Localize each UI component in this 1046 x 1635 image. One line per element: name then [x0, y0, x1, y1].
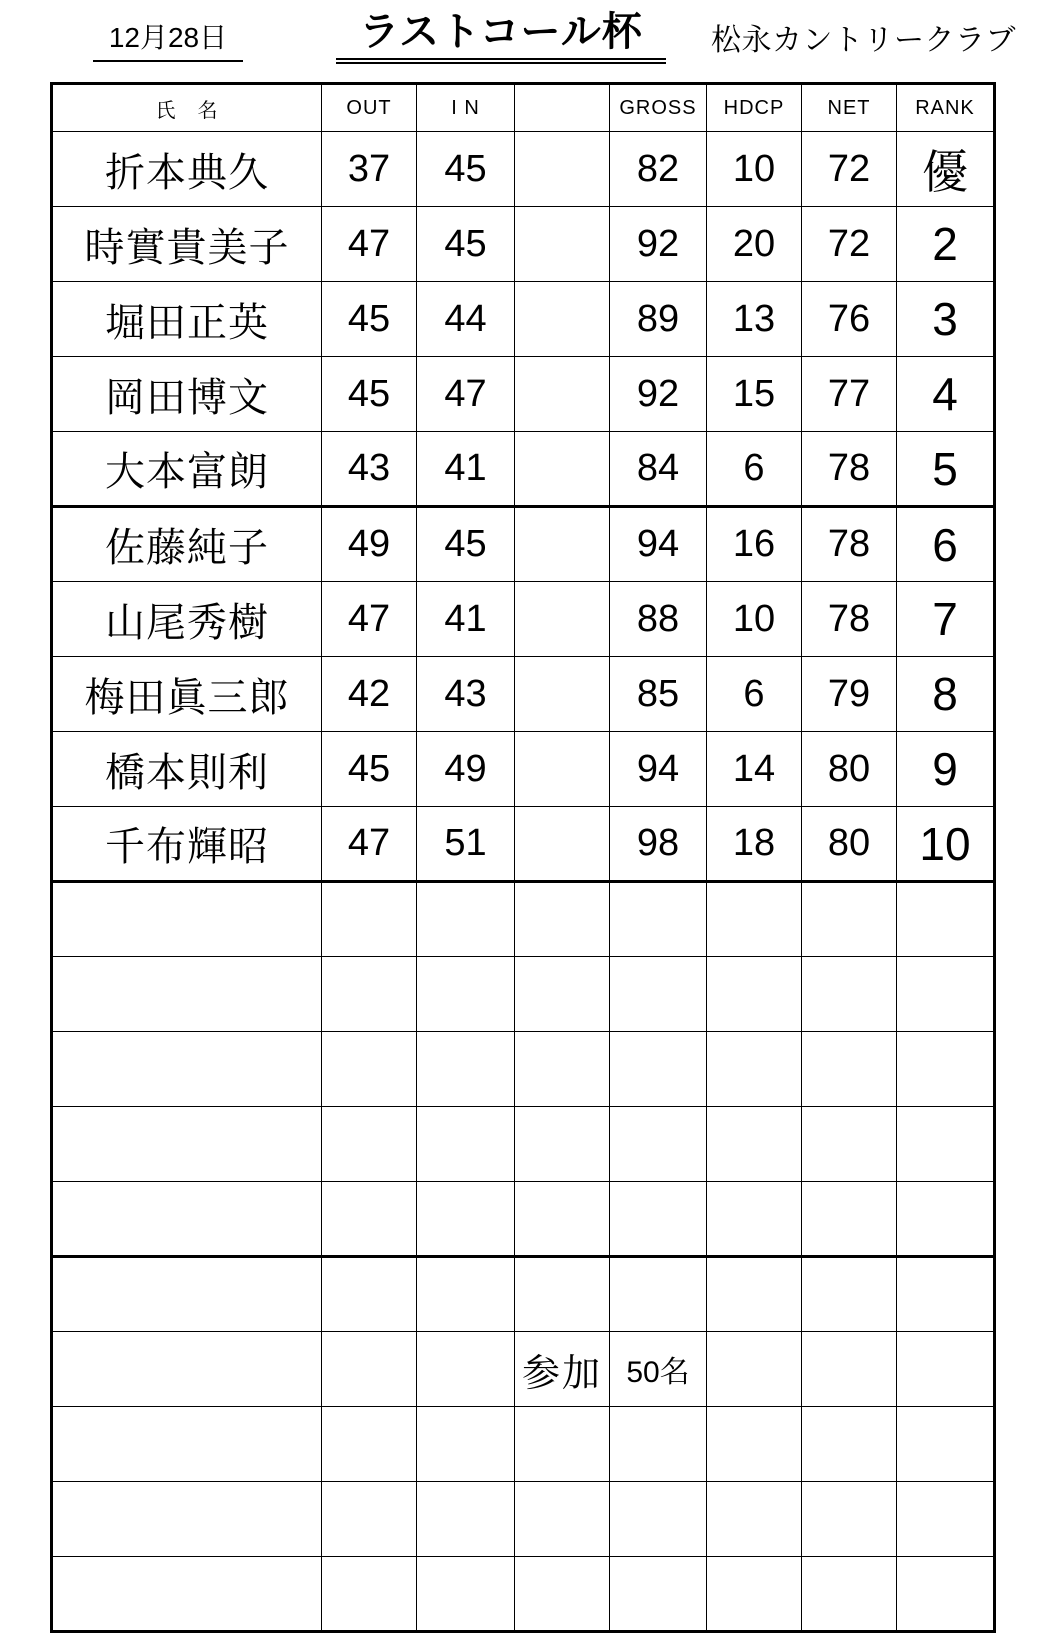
- table-cell: [322, 882, 417, 957]
- table-cell: [610, 1257, 707, 1332]
- table-cell: [897, 1332, 995, 1407]
- empty-row: [52, 1032, 995, 1107]
- table-row: [52, 582, 995, 657]
- net-score: 79: [802, 657, 897, 732]
- rank-value: 優: [897, 132, 995, 207]
- blank-cell: [515, 657, 610, 732]
- table-cell: [707, 1407, 802, 1482]
- out-score: 45: [322, 732, 417, 807]
- gross-score: 92: [610, 357, 707, 432]
- table-cell: [52, 1032, 322, 1107]
- table-cell: [52, 957, 322, 1032]
- player-name: 折本典久: [52, 132, 322, 207]
- table-cell: [707, 1332, 802, 1407]
- table-cell: [802, 1332, 897, 1407]
- table-cell: [610, 882, 707, 957]
- blank-cell: [515, 807, 610, 882]
- hdcp-value: 14: [707, 732, 802, 807]
- rank-value: 3: [897, 282, 995, 357]
- table-cell: [322, 1032, 417, 1107]
- in-score: 47: [417, 357, 515, 432]
- table-cell: [417, 1332, 515, 1407]
- club-name: 松永カントリークラブ: [711, 24, 1016, 57]
- table-cell: [417, 1032, 515, 1107]
- hdcp-value: 16: [707, 507, 802, 582]
- participation-count: 50名: [610, 1332, 707, 1407]
- header-cell-rank: RANK: [897, 84, 995, 132]
- table-cell: [322, 1407, 417, 1482]
- player-name: 岡田博文: [52, 357, 322, 432]
- table-cell: [897, 1257, 995, 1332]
- hdcp-value: 6: [707, 432, 802, 507]
- table-cell: [417, 1257, 515, 1332]
- out-score: 37: [322, 132, 417, 207]
- blank-cell: [515, 132, 610, 207]
- table-cell: [802, 1182, 897, 1257]
- rank-value: 4: [897, 357, 995, 432]
- hdcp-value: 18: [707, 807, 802, 882]
- table-cell: [322, 1482, 417, 1557]
- table-cell: [515, 957, 610, 1032]
- player-name: 堀田正英: [52, 282, 322, 357]
- table-cell: [897, 882, 995, 957]
- out-score: 42: [322, 657, 417, 732]
- table-cell: [897, 1107, 995, 1182]
- table-row: [52, 807, 995, 882]
- table-cell: [52, 1482, 322, 1557]
- table-cell: [515, 1557, 610, 1632]
- table-cell: [802, 882, 897, 957]
- table-cell: [515, 1032, 610, 1107]
- table-cell: [515, 1182, 610, 1257]
- player-name: 時實貴美子: [52, 207, 322, 282]
- table-cell: [322, 1182, 417, 1257]
- header-cell-hdcp: HDCP: [707, 84, 802, 132]
- table-cell: [52, 1257, 322, 1332]
- net-score: 72: [802, 207, 897, 282]
- table-row: [52, 732, 995, 807]
- table-row: [52, 432, 995, 507]
- table-cell: [515, 1407, 610, 1482]
- out-score: 47: [322, 807, 417, 882]
- blank-cell: [515, 732, 610, 807]
- table-cell: [707, 1257, 802, 1332]
- in-score: 45: [417, 207, 515, 282]
- table-cell: [707, 1032, 802, 1107]
- empty-row: [52, 1407, 995, 1482]
- table-row: [52, 357, 995, 432]
- table-cell: [802, 1032, 897, 1107]
- table-cell: [897, 1482, 995, 1557]
- table-cell: [897, 1557, 995, 1632]
- gross-score: 94: [610, 732, 707, 807]
- hdcp-value: 6: [707, 657, 802, 732]
- empty-row: [52, 1257, 995, 1332]
- table-cell: [417, 882, 515, 957]
- table-cell: [897, 1032, 995, 1107]
- empty-row: [52, 1182, 995, 1257]
- table-cell: [802, 1107, 897, 1182]
- gross-score: 88: [610, 582, 707, 657]
- header-cell-in: I N: [417, 84, 515, 132]
- results-table: [50, 82, 996, 1633]
- table-cell: [417, 1107, 515, 1182]
- rank-value: 9: [897, 732, 995, 807]
- rank-value: 7: [897, 582, 995, 657]
- participation-row: [52, 1332, 995, 1407]
- table-cell: [610, 1482, 707, 1557]
- net-score: 78: [802, 582, 897, 657]
- player-name: 橋本則利: [52, 732, 322, 807]
- table-cell: [417, 957, 515, 1032]
- table-cell: [610, 1407, 707, 1482]
- table-cell: [515, 1107, 610, 1182]
- in-score: 44: [417, 282, 515, 357]
- player-name: 山尾秀樹: [52, 582, 322, 657]
- in-score: 41: [417, 432, 515, 507]
- table-row: [52, 507, 995, 582]
- gross-score: 89: [610, 282, 707, 357]
- net-score: 76: [802, 282, 897, 357]
- table-cell: [417, 1182, 515, 1257]
- header-cell-blank: [515, 84, 610, 132]
- in-score: 43: [417, 657, 515, 732]
- table-cell: [417, 1482, 515, 1557]
- table-cell: [802, 1482, 897, 1557]
- in-score: 51: [417, 807, 515, 882]
- blank-cell: [515, 582, 610, 657]
- player-name: 大本富朗: [52, 432, 322, 507]
- tournament-title: ラストコール杯: [336, 8, 666, 60]
- rank-value: 2: [897, 207, 995, 282]
- gross-score: 98: [610, 807, 707, 882]
- table-cell: [707, 1107, 802, 1182]
- table-row: [52, 207, 995, 282]
- table-cell: [322, 1257, 417, 1332]
- table-cell: [52, 1407, 322, 1482]
- table-cell: [322, 1107, 417, 1182]
- rank-value: 5: [897, 432, 995, 507]
- table-cell: [417, 1557, 515, 1632]
- gross-score: 94: [610, 507, 707, 582]
- header-row: [52, 84, 995, 132]
- empty-row: [52, 1482, 995, 1557]
- net-score: 72: [802, 132, 897, 207]
- table-row: [52, 132, 995, 207]
- table-cell: [322, 957, 417, 1032]
- out-score: 47: [322, 582, 417, 657]
- table-cell: [707, 882, 802, 957]
- table-cell: [52, 1557, 322, 1632]
- out-score: 43: [322, 432, 417, 507]
- table-cell: [322, 1557, 417, 1632]
- header-cell-net: NET: [802, 84, 897, 132]
- table-cell: [515, 882, 610, 957]
- net-score: 78: [802, 432, 897, 507]
- empty-row: [52, 1557, 995, 1632]
- table-cell: [707, 1182, 802, 1257]
- rank-value: 8: [897, 657, 995, 732]
- table-cell: [515, 1257, 610, 1332]
- tournament-title-underline: [336, 8, 666, 64]
- hdcp-value: 13: [707, 282, 802, 357]
- table-cell: [322, 1332, 417, 1407]
- table-row: [52, 657, 995, 732]
- blank-cell: [515, 357, 610, 432]
- table-cell: [610, 1557, 707, 1632]
- gross-score: 85: [610, 657, 707, 732]
- in-score: 49: [417, 732, 515, 807]
- header-cell-out: OUT: [322, 84, 417, 132]
- table-cell: [897, 1182, 995, 1257]
- table-cell: [707, 1482, 802, 1557]
- table-cell: [707, 1557, 802, 1632]
- net-score: 78: [802, 507, 897, 582]
- table-cell: [802, 1407, 897, 1482]
- table-cell: [417, 1407, 515, 1482]
- empty-row: [52, 1107, 995, 1182]
- table-row: [52, 282, 995, 357]
- table-cell: [802, 1557, 897, 1632]
- empty-row: [52, 957, 995, 1032]
- hdcp-value: 10: [707, 132, 802, 207]
- table-cell: [52, 1332, 322, 1407]
- table-cell: [515, 1482, 610, 1557]
- header-cell-name: 氏 名: [52, 84, 322, 132]
- table-cell: [610, 1182, 707, 1257]
- blank-cell: [515, 207, 610, 282]
- net-score: 77: [802, 357, 897, 432]
- net-score: 80: [802, 732, 897, 807]
- in-score: 45: [417, 132, 515, 207]
- table-cell: [52, 1107, 322, 1182]
- blank-cell: [515, 282, 610, 357]
- table-cell: [897, 957, 995, 1032]
- table-cell: [610, 957, 707, 1032]
- table-cell: [52, 1182, 322, 1257]
- blank-cell: [515, 432, 610, 507]
- player-name: 千布輝昭: [52, 807, 322, 882]
- table-cell: [610, 1032, 707, 1107]
- out-score: 47: [322, 207, 417, 282]
- player-name: 佐藤純子: [52, 507, 322, 582]
- hdcp-value: 15: [707, 357, 802, 432]
- gross-score: 84: [610, 432, 707, 507]
- gross-score: 92: [610, 207, 707, 282]
- table-cell: [897, 1407, 995, 1482]
- net-score: 80: [802, 807, 897, 882]
- in-score: 41: [417, 582, 515, 657]
- gross-score: 82: [610, 132, 707, 207]
- header-cell-gross: GROSS: [610, 84, 707, 132]
- rank-value: 6: [897, 507, 995, 582]
- table-cell: [610, 1107, 707, 1182]
- table-cell: [707, 957, 802, 1032]
- hdcp-value: 10: [707, 582, 802, 657]
- table-cell: [802, 957, 897, 1032]
- player-name: 梅田眞三郎: [52, 657, 322, 732]
- out-score: 49: [322, 507, 417, 582]
- event-date: 12月28日: [93, 22, 243, 62]
- blank-cell: [515, 507, 610, 582]
- out-score: 45: [322, 357, 417, 432]
- rank-value: 10: [897, 807, 995, 882]
- table-cell: [802, 1257, 897, 1332]
- table-cell: [52, 882, 322, 957]
- out-score: 45: [322, 282, 417, 357]
- empty-row: [52, 882, 995, 957]
- in-score: 45: [417, 507, 515, 582]
- hdcp-value: 20: [707, 207, 802, 282]
- participation-label: 参加: [515, 1332, 610, 1407]
